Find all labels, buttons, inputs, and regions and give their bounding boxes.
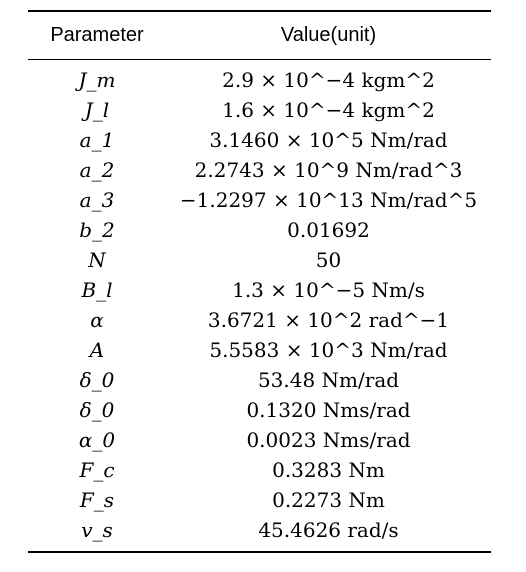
value-cell: 1.3 × 10^−5 Nm/s <box>232 278 425 302</box>
parameter-cell: b_2 <box>79 218 115 242</box>
table-row <box>28 305 491 335</box>
parameter-cell: N <box>88 248 106 272</box>
parameter-cell: F_s <box>79 488 115 512</box>
parameter-cell: δ_0 <box>79 398 115 422</box>
table-bottom-rule <box>28 551 491 553</box>
parameter-cell: F_c <box>79 458 115 482</box>
table-row <box>28 335 491 365</box>
value-cell: 45.4626 rad/s <box>258 518 399 542</box>
parameter-cell: a_2 <box>79 158 115 182</box>
value-cell: 0.1320 Nms/rad <box>246 398 411 422</box>
table-row <box>28 485 491 515</box>
parameter-cell: J_l <box>84 98 110 122</box>
parameter-cell: J_m <box>78 68 116 92</box>
parameter-cell: B_l <box>81 278 113 302</box>
parameter-cell: α <box>90 308 104 332</box>
table-row <box>28 185 491 215</box>
value-cell: 3.1460 × 10^5 Nm/rad <box>209 128 448 152</box>
header-parameter: Parameter <box>50 24 144 46</box>
table-row <box>28 125 491 155</box>
table-header-rule <box>28 59 491 60</box>
value-cell: 5.5583 × 10^3 Nm/rad <box>209 338 448 362</box>
table-row <box>28 245 491 275</box>
value-cell: −1.2297 × 10^13 Nm/rad^5 <box>179 188 478 212</box>
parameter-cell: α_0 <box>78 428 116 452</box>
parameter-cell: a_1 <box>79 128 115 152</box>
value-cell: 0.2273 Nm <box>272 488 385 512</box>
table-row <box>28 515 491 545</box>
value-cell: 0.0023 Nms/rad <box>246 428 411 452</box>
value-cell: 0.01692 <box>287 218 370 242</box>
value-cell: 53.48 Nm/rad <box>257 368 400 392</box>
table-row <box>28 155 491 185</box>
table-header <box>28 10 491 59</box>
parameter-cell: A <box>89 338 105 362</box>
table-row <box>28 365 491 395</box>
table-row <box>28 215 491 245</box>
header-value: Value(unit) <box>280 24 377 46</box>
value-cell: 2.9 × 10^−4 kgm^2 <box>222 68 435 92</box>
table-row <box>28 65 491 95</box>
parameter-cell: δ_0 <box>79 368 115 392</box>
value-cell: 1.6 × 10^−4 kgm^2 <box>222 98 435 122</box>
table-row <box>28 395 491 425</box>
table-row <box>28 425 491 455</box>
value-cell: 2.2743 × 10^9 Nm/rad^3 <box>194 158 463 182</box>
value-cell: 0.3283 Nm <box>272 458 385 482</box>
value-cell: 50 <box>315 248 342 272</box>
value-cell: 3.6721 × 10^2 rad^−1 <box>207 308 450 332</box>
parameter-cell: a_3 <box>79 188 115 212</box>
table-row <box>28 95 491 125</box>
table-row <box>28 275 491 305</box>
parameter-cell: v_s <box>81 518 113 542</box>
table-row <box>28 455 491 485</box>
